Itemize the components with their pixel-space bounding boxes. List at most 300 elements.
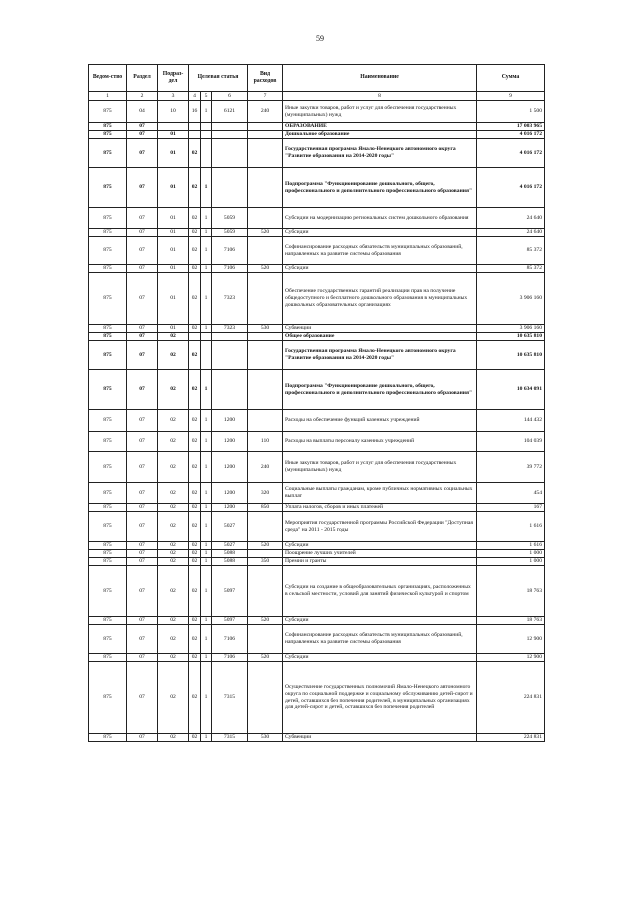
target-code-cell: 7106: [212, 265, 248, 273]
table-row: [89, 208, 545, 229]
target-subprogram-cell: 1: [201, 654, 212, 662]
subsection-cell: 02: [158, 566, 189, 617]
section-cell: 07: [127, 558, 158, 566]
expense-type-cell: [248, 410, 283, 432]
budget-table: [88, 64, 545, 742]
name-cell: Субсидии: [283, 654, 477, 662]
sum-cell: 3 906 160: [477, 325, 545, 333]
target-program-cell: 02: [189, 617, 201, 625]
target-program-cell: 02: [189, 237, 201, 265]
section-cell: 07: [127, 550, 158, 558]
expense-type-cell: [248, 168, 283, 208]
target-subprogram-cell: 1: [201, 325, 212, 333]
dept-cell: 875: [89, 734, 127, 742]
sum-cell: 167: [477, 504, 545, 512]
table-row: [89, 452, 545, 483]
target-code-cell: 5097: [212, 617, 248, 625]
subsection-cell: 10: [158, 101, 189, 123]
table-row: [89, 617, 545, 625]
table-row: [89, 123, 545, 131]
sum-cell: 104 039: [477, 432, 545, 452]
target-program-cell: 02: [189, 550, 201, 558]
target-subprogram-cell: 1: [201, 410, 212, 432]
target-subprogram-cell: 1: [201, 208, 212, 229]
name-cell: Субвенции: [283, 325, 477, 333]
expense-type-cell: [248, 550, 283, 558]
target-code-cell: 7106: [212, 237, 248, 265]
name-cell: Государственная программа Ямало-Ненецкого автономного округа "Развитие образования на 2014-2020 годы": [283, 341, 477, 370]
target-code-cell: [212, 333, 248, 341]
sum-cell: 10 635 810: [477, 333, 545, 341]
table-row: [89, 265, 545, 273]
name-cell: Премии и гранты: [283, 558, 477, 566]
table-row: [89, 131, 545, 139]
expense-type-cell: 240: [248, 452, 283, 483]
target-code-cell: [212, 168, 248, 208]
target-code-cell: 5027: [212, 542, 248, 550]
target-program-cell: 02: [189, 273, 201, 325]
table-row: [89, 432, 545, 452]
section-cell: 07: [127, 370, 158, 410]
header-expense-type: Вид расходов: [248, 65, 283, 92]
table-row: [89, 237, 545, 265]
name-cell: Субсидии: [283, 265, 477, 273]
expense-type-cell: [248, 662, 283, 734]
section-cell: 07: [127, 168, 158, 208]
expense-type-cell: 530: [248, 734, 283, 742]
target-subprogram-cell: 1: [201, 101, 212, 123]
dept-cell: 875: [89, 432, 127, 452]
dept-cell: 875: [89, 229, 127, 237]
target-subprogram-cell: [201, 123, 212, 131]
name-cell: Расходы на выплаты персоналу казенных учреждений: [283, 432, 477, 452]
sum-cell: 454: [477, 483, 545, 504]
sum-cell: 224 831: [477, 734, 545, 742]
sum-cell: 17 003 965: [477, 123, 545, 131]
section-cell: 07: [127, 483, 158, 504]
expense-type-cell: 850: [248, 504, 283, 512]
subsection-cell: 01: [158, 208, 189, 229]
target-program-cell: 02: [189, 558, 201, 566]
expense-type-cell: 520: [248, 617, 283, 625]
target-program-cell: 02: [189, 265, 201, 273]
target-program-cell: 02: [189, 566, 201, 617]
subsection-cell: 01: [158, 168, 189, 208]
name-cell: ОБРАЗОВАНИЕ: [283, 123, 477, 131]
dept-cell: 875: [89, 131, 127, 139]
subsection-cell: 02: [158, 432, 189, 452]
target-subprogram-cell: 1: [201, 662, 212, 734]
name-cell: Подпрограмма "Функционирование дошкольного, общего, профессионального и дополнительного профессионального образования": [283, 168, 477, 208]
target-subprogram-cell: 1: [201, 265, 212, 273]
target-program-cell: 02: [189, 512, 201, 542]
name-cell: Субсидии: [283, 542, 477, 550]
dept-cell: 875: [89, 550, 127, 558]
target-program-cell: 02: [189, 410, 201, 432]
dept-cell: 875: [89, 101, 127, 123]
target-subprogram-cell: 1: [201, 625, 212, 654]
section-cell: 07: [127, 123, 158, 131]
expense-type-cell: [248, 370, 283, 410]
target-code-cell: 5059: [212, 229, 248, 237]
section-cell: 07: [127, 654, 158, 662]
section-cell: 07: [127, 452, 158, 483]
target-subprogram-cell: 1: [201, 504, 212, 512]
subsection-cell: 02: [158, 654, 189, 662]
dept-cell: 875: [89, 325, 127, 333]
table-row: [89, 504, 545, 512]
target-code-cell: 7323: [212, 325, 248, 333]
column-number: 4: [189, 92, 201, 101]
subsection-cell: 02: [158, 558, 189, 566]
sum-cell: 12 900: [477, 654, 545, 662]
target-code-cell: 1200: [212, 483, 248, 504]
target-code-cell: [212, 341, 248, 370]
dept-cell: 875: [89, 452, 127, 483]
target-program-cell: 02: [189, 542, 201, 550]
table-row: [89, 410, 545, 432]
subsection-cell: 01: [158, 139, 189, 168]
table-body: [89, 101, 545, 742]
sum-cell: 12 900: [477, 625, 545, 654]
dept-cell: 875: [89, 483, 127, 504]
section-cell: 07: [127, 662, 158, 734]
target-code-cell: 7106: [212, 625, 248, 654]
expense-type-cell: 520: [248, 265, 283, 273]
target-subprogram-cell: [201, 131, 212, 139]
table-row: [89, 168, 545, 208]
target-subprogram-cell: [201, 341, 212, 370]
section-cell: 07: [127, 325, 158, 333]
target-program-cell: 02: [189, 139, 201, 168]
dept-cell: 875: [89, 512, 127, 542]
target-code-cell: 7106: [212, 654, 248, 662]
name-cell: Социальные выплаты гражданам, кроме публичных нормативных социальных выплат: [283, 483, 477, 504]
subsection-cell: 01: [158, 325, 189, 333]
target-program-cell: 02: [189, 432, 201, 452]
subsection-cell: 02: [158, 625, 189, 654]
section-cell: 07: [127, 131, 158, 139]
column-number: 8: [283, 92, 477, 101]
name-cell: Софинансирование расходных обязательств муниципальных образований, направленных на развитие системы образования: [283, 625, 477, 654]
name-cell: Расходы на обеспечение функций казенных учреждений: [283, 410, 477, 432]
target-program-cell: [189, 131, 201, 139]
dept-cell: 875: [89, 542, 127, 550]
target-subprogram-cell: [201, 139, 212, 168]
target-code-cell: 7323: [212, 273, 248, 325]
dept-cell: 875: [89, 617, 127, 625]
section-cell: 07: [127, 237, 158, 265]
expense-type-cell: 520: [248, 654, 283, 662]
target-subprogram-cell: 1: [201, 512, 212, 542]
sum-cell: 18 763: [477, 617, 545, 625]
target-program-cell: 02: [189, 625, 201, 654]
subsection-cell: 01: [158, 131, 189, 139]
target-program-cell: 02: [189, 229, 201, 237]
target-program-cell: 02: [189, 734, 201, 742]
table-row: [89, 229, 545, 237]
name-cell: Субсидии на создание в общеобразовательных организациях, расположенных в сельской местности, условий для занятий физической культурой и спортом: [283, 566, 477, 617]
target-subprogram-cell: 1: [201, 550, 212, 558]
target-code-cell: [212, 131, 248, 139]
column-number: 5: [201, 92, 212, 101]
section-cell: 07: [127, 617, 158, 625]
target-code-cell: 1200: [212, 452, 248, 483]
target-subprogram-cell: 1: [201, 432, 212, 452]
section-cell: 07: [127, 341, 158, 370]
sum-cell: 4 016 172: [477, 168, 545, 208]
table-row: [89, 101, 545, 123]
name-cell: Осуществление государственных полномочий Ямало-Ненецкого автономного округа по социальной поддержке и социальному обслуживанию детей-сирот и детей, оставшихся без попечения родителей, в муниципальных организациях для детей-сирот и детей, оставшихся без попечения родителей: [283, 662, 477, 734]
expense-type-cell: 240: [248, 101, 283, 123]
sum-cell: 3 906 160: [477, 273, 545, 325]
target-code-cell: 7315: [212, 734, 248, 742]
target-code-cell: 5027: [212, 512, 248, 542]
section-cell: 04: [127, 101, 158, 123]
expense-type-cell: [248, 123, 283, 131]
table-row: [89, 341, 545, 370]
section-cell: 07: [127, 625, 158, 654]
expense-type-cell: [248, 208, 283, 229]
header-dept: Ведом-ство: [89, 65, 127, 92]
target-program-cell: 02: [189, 452, 201, 483]
dept-cell: 875: [89, 341, 127, 370]
target-subprogram-cell: 1: [201, 483, 212, 504]
expense-type-cell: [248, 333, 283, 341]
target-program-cell: [189, 123, 201, 131]
sum-cell: 1 616: [477, 512, 545, 542]
table-row: [89, 273, 545, 325]
subsection-cell: 02: [158, 333, 189, 341]
name-cell: Уплата налогов, сборов и иных платежей: [283, 504, 477, 512]
name-cell: Иные закупки товаров, работ и услуг для обеспечения государственных (муниципальных) нужд: [283, 452, 477, 483]
dept-cell: 875: [89, 208, 127, 229]
section-cell: 07: [127, 504, 158, 512]
section-cell: 07: [127, 333, 158, 341]
dept-cell: 875: [89, 237, 127, 265]
section-cell: 07: [127, 432, 158, 452]
header-sum: Сумма: [477, 65, 545, 92]
subsection-cell: 01: [158, 229, 189, 237]
subsection-cell: [158, 123, 189, 131]
expense-type-cell: 520: [248, 229, 283, 237]
table-row: [89, 625, 545, 654]
target-program-cell: [189, 333, 201, 341]
target-program-cell: 02: [189, 483, 201, 504]
target-subprogram-cell: 1: [201, 229, 212, 237]
column-number: 9: [477, 92, 545, 101]
target-code-cell: [212, 123, 248, 131]
dept-cell: 875: [89, 410, 127, 432]
name-cell: Подпрограмма "Функционирование дошкольного, общего, профессионального и дополнительного профессионального образования": [283, 370, 477, 410]
target-code-cell: 7315: [212, 662, 248, 734]
column-number: 3: [158, 92, 189, 101]
page-number: 59: [316, 34, 324, 43]
header-subsection: Подраз-дел: [158, 65, 189, 92]
section-cell: 07: [127, 139, 158, 168]
target-program-cell: 02: [189, 341, 201, 370]
dept-cell: 875: [89, 625, 127, 654]
sum-cell: 85 372: [477, 237, 545, 265]
column-number: 6: [212, 92, 248, 101]
sum-cell: 85 372: [477, 265, 545, 273]
table-row: [89, 370, 545, 410]
name-cell: Дошкольное образование: [283, 131, 477, 139]
section-cell: 07: [127, 410, 158, 432]
target-subprogram-cell: 1: [201, 452, 212, 483]
target-subprogram-cell: 1: [201, 168, 212, 208]
section-cell: 07: [127, 734, 158, 742]
table-row: [89, 734, 545, 742]
target-code-cell: 6121: [212, 101, 248, 123]
table-row: [89, 558, 545, 566]
expense-type-cell: 320: [248, 483, 283, 504]
name-cell: Поощрение лучших учителей: [283, 550, 477, 558]
target-program-cell: 16: [189, 101, 201, 123]
target-code-cell: [212, 139, 248, 168]
sum-cell: 224 831: [477, 662, 545, 734]
subsection-cell: 02: [158, 370, 189, 410]
column-number: 2: [127, 92, 158, 101]
target-subprogram-cell: 1: [201, 237, 212, 265]
target-subprogram-cell: 1: [201, 566, 212, 617]
subsection-cell: 02: [158, 452, 189, 483]
expense-type-cell: [248, 139, 283, 168]
expense-type-cell: [248, 625, 283, 654]
sum-cell: 18 763: [477, 566, 545, 617]
target-program-cell: 02: [189, 504, 201, 512]
name-cell: Субсидии на модернизацию региональных систем дошкольного образования: [283, 208, 477, 229]
sum-cell: 1 000: [477, 550, 545, 558]
target-code-cell: 5097: [212, 566, 248, 617]
name-cell: Обеспечение государственных гарантий реализации прав на получение общедоступного и бесплатного дошкольного образования в муниципальных дошкольных образовательных организациях: [283, 273, 477, 325]
dept-cell: 875: [89, 558, 127, 566]
section-cell: 07: [127, 229, 158, 237]
subsection-cell: 02: [158, 662, 189, 734]
section-cell: 07: [127, 265, 158, 273]
target-program-cell: 02: [189, 654, 201, 662]
target-program-cell: 02: [189, 662, 201, 734]
sum-cell: 1 500: [477, 101, 545, 123]
name-cell: Государственная программа Ямало-Ненецкого автономного округа "Развитие образования на 2014-2020 годы": [283, 139, 477, 168]
target-code-cell: 1200: [212, 504, 248, 512]
target-code-cell: [212, 370, 248, 410]
sum-cell: 39 772: [477, 452, 545, 483]
sum-cell: 24 640: [477, 208, 545, 229]
name-cell: Иные закупки товаров, работ и услуг для обеспечения государственных (муниципальных) нужд: [283, 101, 477, 123]
subsection-cell: 01: [158, 265, 189, 273]
expense-type-cell: [248, 131, 283, 139]
target-program-cell: 02: [189, 168, 201, 208]
sum-cell: 4 016 172: [477, 131, 545, 139]
sum-cell: 4 016 172: [477, 139, 545, 168]
header-name: Наименование: [283, 65, 477, 92]
expense-type-cell: 530: [248, 325, 283, 333]
expense-type-cell: [248, 237, 283, 265]
target-program-cell: 02: [189, 325, 201, 333]
name-cell: Мероприятия государственной программы Российской Федерации "Доступная среда" на 2011 - 2015 годы: [283, 512, 477, 542]
table-row: [89, 542, 545, 550]
target-subprogram-cell: 1: [201, 617, 212, 625]
subsection-cell: 02: [158, 617, 189, 625]
dept-cell: 875: [89, 139, 127, 168]
target-subprogram-cell: 1: [201, 542, 212, 550]
target-subprogram-cell: 1: [201, 273, 212, 325]
target-program-cell: 02: [189, 208, 201, 229]
expense-type-cell: 350: [248, 558, 283, 566]
table-row: [89, 662, 545, 734]
section-cell: 07: [127, 208, 158, 229]
expense-type-cell: [248, 512, 283, 542]
subsection-cell: 02: [158, 341, 189, 370]
dept-cell: 875: [89, 370, 127, 410]
sum-cell: 24 640: [477, 229, 545, 237]
target-subprogram-cell: [201, 333, 212, 341]
sum-cell: 1 616: [477, 542, 545, 550]
expense-type-cell: [248, 566, 283, 617]
table-row: [89, 333, 545, 341]
name-cell: Субсидии: [283, 229, 477, 237]
sum-cell: 10 634 091: [477, 370, 545, 410]
target-code-cell: 5059: [212, 208, 248, 229]
target-subprogram-cell: 1: [201, 734, 212, 742]
header-target: Целевая статья: [189, 65, 248, 92]
table-row: [89, 139, 545, 168]
column-number-row: [89, 92, 545, 101]
table-row: [89, 566, 545, 617]
table-row: [89, 325, 545, 333]
subsection-cell: 02: [158, 734, 189, 742]
sum-cell: 1 000: [477, 558, 545, 566]
expense-type-cell: [248, 273, 283, 325]
dept-cell: 875: [89, 273, 127, 325]
dept-cell: 875: [89, 654, 127, 662]
dept-cell: 875: [89, 168, 127, 208]
name-cell: Софинансирование расходных обязательств муниципальных образований, направленных на развитие системы образования: [283, 237, 477, 265]
subsection-cell: 02: [158, 550, 189, 558]
section-cell: 07: [127, 512, 158, 542]
target-code-cell: 5088: [212, 550, 248, 558]
subsection-cell: 01: [158, 273, 189, 325]
target-code-cell: 1200: [212, 410, 248, 432]
target-program-cell: 02: [189, 370, 201, 410]
table-row: [89, 483, 545, 504]
dept-cell: 875: [89, 265, 127, 273]
name-cell: Субвенции: [283, 734, 477, 742]
target-code-cell: 5088: [212, 558, 248, 566]
sum-cell: 10 635 810: [477, 341, 545, 370]
subsection-cell: 02: [158, 410, 189, 432]
name-cell: Общее образование: [283, 333, 477, 341]
expense-type-cell: 520: [248, 542, 283, 550]
dept-cell: 875: [89, 662, 127, 734]
table-row: [89, 512, 545, 542]
dept-cell: 875: [89, 123, 127, 131]
section-cell: 07: [127, 273, 158, 325]
section-cell: 07: [127, 542, 158, 550]
section-cell: 07: [127, 566, 158, 617]
table-row: [89, 654, 545, 662]
name-cell: Субсидии: [283, 617, 477, 625]
column-number: 7: [248, 92, 283, 101]
table-row: [89, 550, 545, 558]
dept-cell: 875: [89, 566, 127, 617]
subsection-cell: 02: [158, 512, 189, 542]
target-code-cell: 1200: [212, 432, 248, 452]
sum-cell: 144 432: [477, 410, 545, 432]
target-subprogram-cell: 1: [201, 558, 212, 566]
subsection-cell: 01: [158, 237, 189, 265]
